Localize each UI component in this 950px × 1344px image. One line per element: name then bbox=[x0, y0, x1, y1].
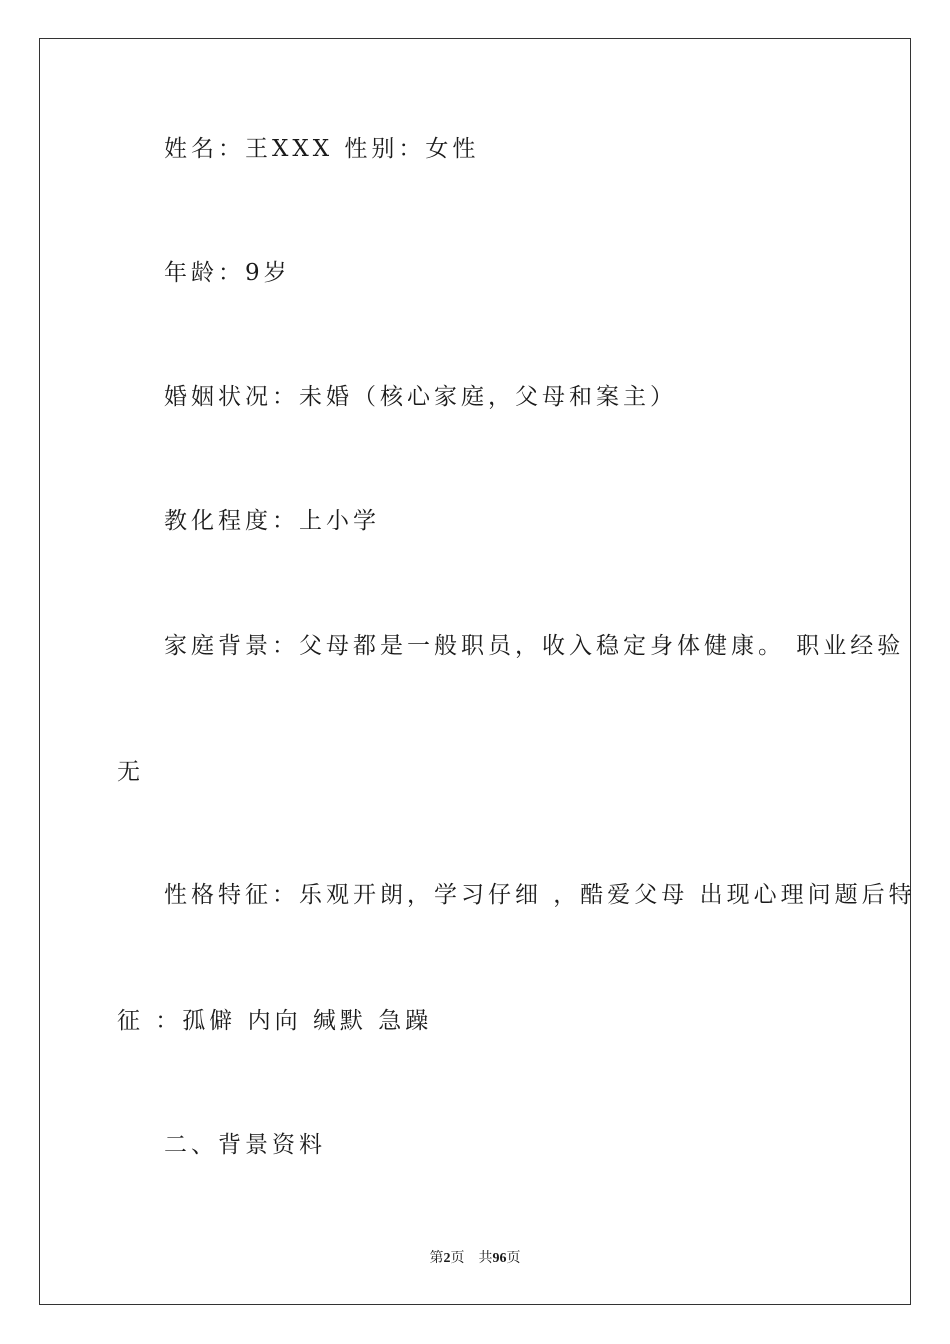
name-gender-line: 姓名：王XXX 性别：女性 bbox=[164, 136, 480, 162]
section-heading: 二、背景资料 bbox=[164, 1132, 326, 1158]
personality-continued-line: 征 ：孤僻 内向 缄默 急躁 bbox=[117, 1008, 433, 1034]
footer-page-suffix: 页 bbox=[450, 1251, 465, 1266]
age-line: 年龄：9岁 bbox=[164, 260, 291, 286]
page-frame bbox=[39, 38, 911, 1305]
footer-total-pages: 96 bbox=[492, 1251, 507, 1266]
education-line: 教化程度：上小学 bbox=[164, 508, 380, 534]
footer-total-prefix: 共 bbox=[478, 1251, 493, 1266]
marital-status-line: 婚姻状况：未婚（核心家庭，父母和案主） bbox=[164, 384, 677, 410]
personality-line: 性格特征：乐观开朗，学习仔细 ，酷爱父母 出现心理问题后特 bbox=[164, 882, 916, 908]
work-experience-line: 无 bbox=[117, 759, 144, 785]
family-background-line: 家庭背景：父母都是一般职员，收入稳定身体健康。 职业经验 bbox=[164, 633, 905, 659]
footer-page-number: 2 bbox=[443, 1251, 451, 1266]
page-footer bbox=[0, 1247, 950, 1267]
footer-prefix: 第 bbox=[429, 1251, 444, 1266]
footer-total-suffix: 页 bbox=[506, 1251, 521, 1266]
